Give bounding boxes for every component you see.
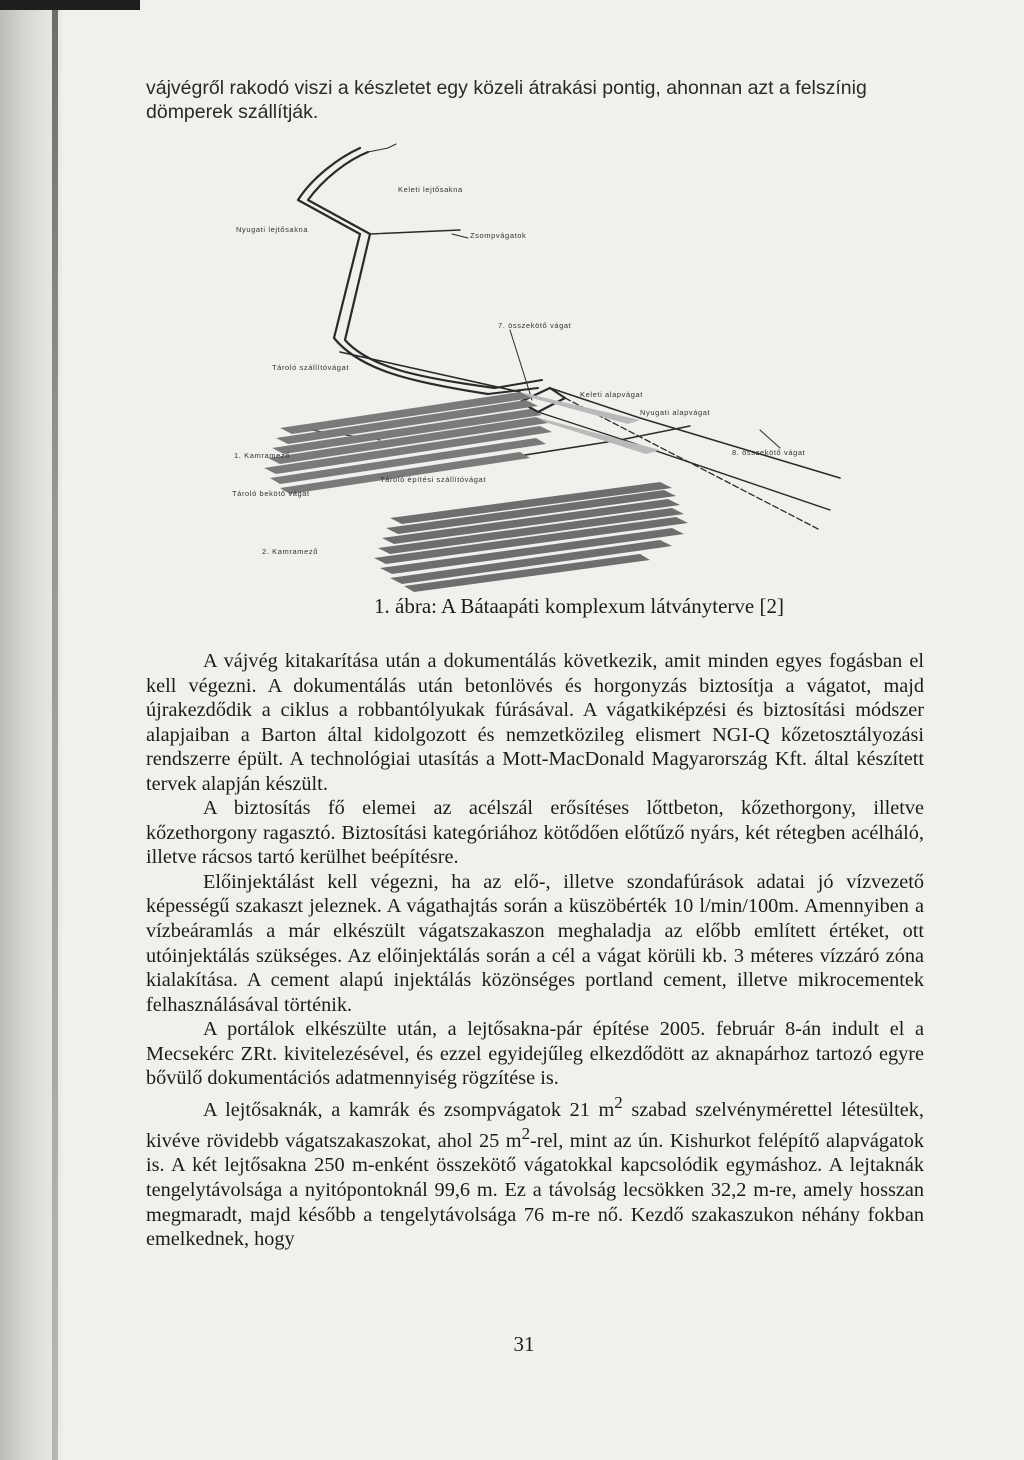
label-keleti-alapvagat: Keleti alapvágat — [580, 390, 643, 399]
body-text — [146, 649, 924, 1252]
figure-mine-layout — [220, 130, 860, 600]
label-nyugati-alapvagat: Nyugati alapvágat — [640, 408, 711, 417]
figure-caption: 1. ábra: A Bátaapáti komplexum látványterve [2] — [374, 594, 784, 618]
superscript-2-b: 2 — [521, 1124, 531, 1144]
label-nyugati-lejtosakna: Nyugati lejtősakna — [236, 225, 309, 234]
mine-diagram — [220, 130, 860, 600]
label-kamramezo-1: 1. Kamramező — [234, 451, 290, 460]
label-tarolo-bekoto: Tároló bekötő vágat — [232, 489, 310, 498]
label-kamramezo-2: 2. Kamramező — [262, 547, 318, 556]
intro-paragraph: vájvégről rakodó viszi a készletet egy közeli átrakási pontig, ahonnan azt a felszínig dömperek szállítják. — [146, 77, 867, 123]
paragraph-5-part-a: A lejtősaknák, a kamrák és zsompvágatok 21 m — [203, 1098, 615, 1121]
paragraph-5 — [146, 1091, 924, 1252]
superscript-2-a: 2 — [614, 1092, 623, 1112]
page-number: 31 — [513, 1332, 535, 1356]
paragraph-5-part-b: szabad szelvénymérettel létesültek, kivéve rövidebb vágatszakaszokat, ahol 25 m — [146, 1098, 925, 1152]
kamramezo-2-bars — [374, 482, 688, 592]
scan-edge — [0, 0, 140, 10]
binding-edge — [52, 0, 58, 1460]
paragraph-4: A portálok elkészülte után, a lejtősakna-pár építése 2005. február 8-án indult el a Mecsekérc ZRt. kivitelezésével, és ezzel egyidejűleg elkezdődött az aknapárhoz tartozó egyre bővülő dokumentációs adatmennyiség rögzítése is. — [146, 1018, 924, 1090]
label-tarolo-epitesi: Tároló építési szállítóvágat — [380, 475, 487, 484]
paragraph-3: Előinjektálást kell végezni, ha az elő-, illetve szondafúrások adatai jó vízvezető képességű szakaszt jeleznek. A vágathajtás során a küszöbérték 10 l/min/100m. Amennyiben a vízbeáramlás a már elkészült vágatszakaszon meghaladja az előbb említett értéket, ott utóinjektálás szükséges. Az előinjektálás során a cél a vágat körüli kb. 3 méteres vízzáró zóna kialakítása. A cement alapú injektálás közönséges portland cement, illetve mikrocementek felhasználásával történik. — [146, 870, 924, 1016]
paragraph-1: A vájvég kitakarítása után a dokumentálás következik, amit minden egyes fogásban el kell végezni. A dokumentálás után betonlövés és horgonyzás biztosítja a vágatot, majd újrakezdődik a ciklus a robbantólyukak fúrásával. A vágatkiképzési és biztosítási módszer alapjaiban a Barton által kidolgozott és nemzetközileg elismert NGI-Q kőzetosztályozási rendszerre épült. A technológiai utasítás a Mott-MacDonald Magyarország Kft. által készített tervek alapján készült. — [146, 650, 924, 795]
label-osszekoto-7: 7. összekötő vágat — [498, 321, 572, 330]
paragraph-5-part-c: -rel, mint az ún. Kishurkot felépítő alapvágatok is. A két lejtősakna 250 m-enként összekötő vágatokkal kapcsolódik egymáshoz. A lejtaknák tengelytávolsága a nyitópontoknál 99,6 m. Ez a távolság lecsökken 32,2 m-re, amely hosszan megmaradt, majd később a tengelytávolsága 76 m-re nő. Kezdő szakaszukon néhány fokban emelkednek, hogy — [146, 1129, 924, 1251]
label-keleti-lejtosakna: Keleti lejtősakna — [398, 185, 463, 194]
paragraph-2: A biztosítás fő elemei az acélszál erősítéses lőttbeton, kőzethorgony, illetve kőzethorgony ragasztó. Biztosítási kategóriához kötődően előtűző nyárs, két rétegben acélháló, illetve rácsos tartó kerülhet beépítésre. — [146, 797, 924, 869]
label-zsompvagatok: Zsompvágatok — [470, 231, 527, 240]
label-tarolo-szallitovagat: Tároló szállítóvágat — [272, 363, 350, 372]
label-osszekoto-8: 8. összekötő vágat — [732, 448, 806, 457]
